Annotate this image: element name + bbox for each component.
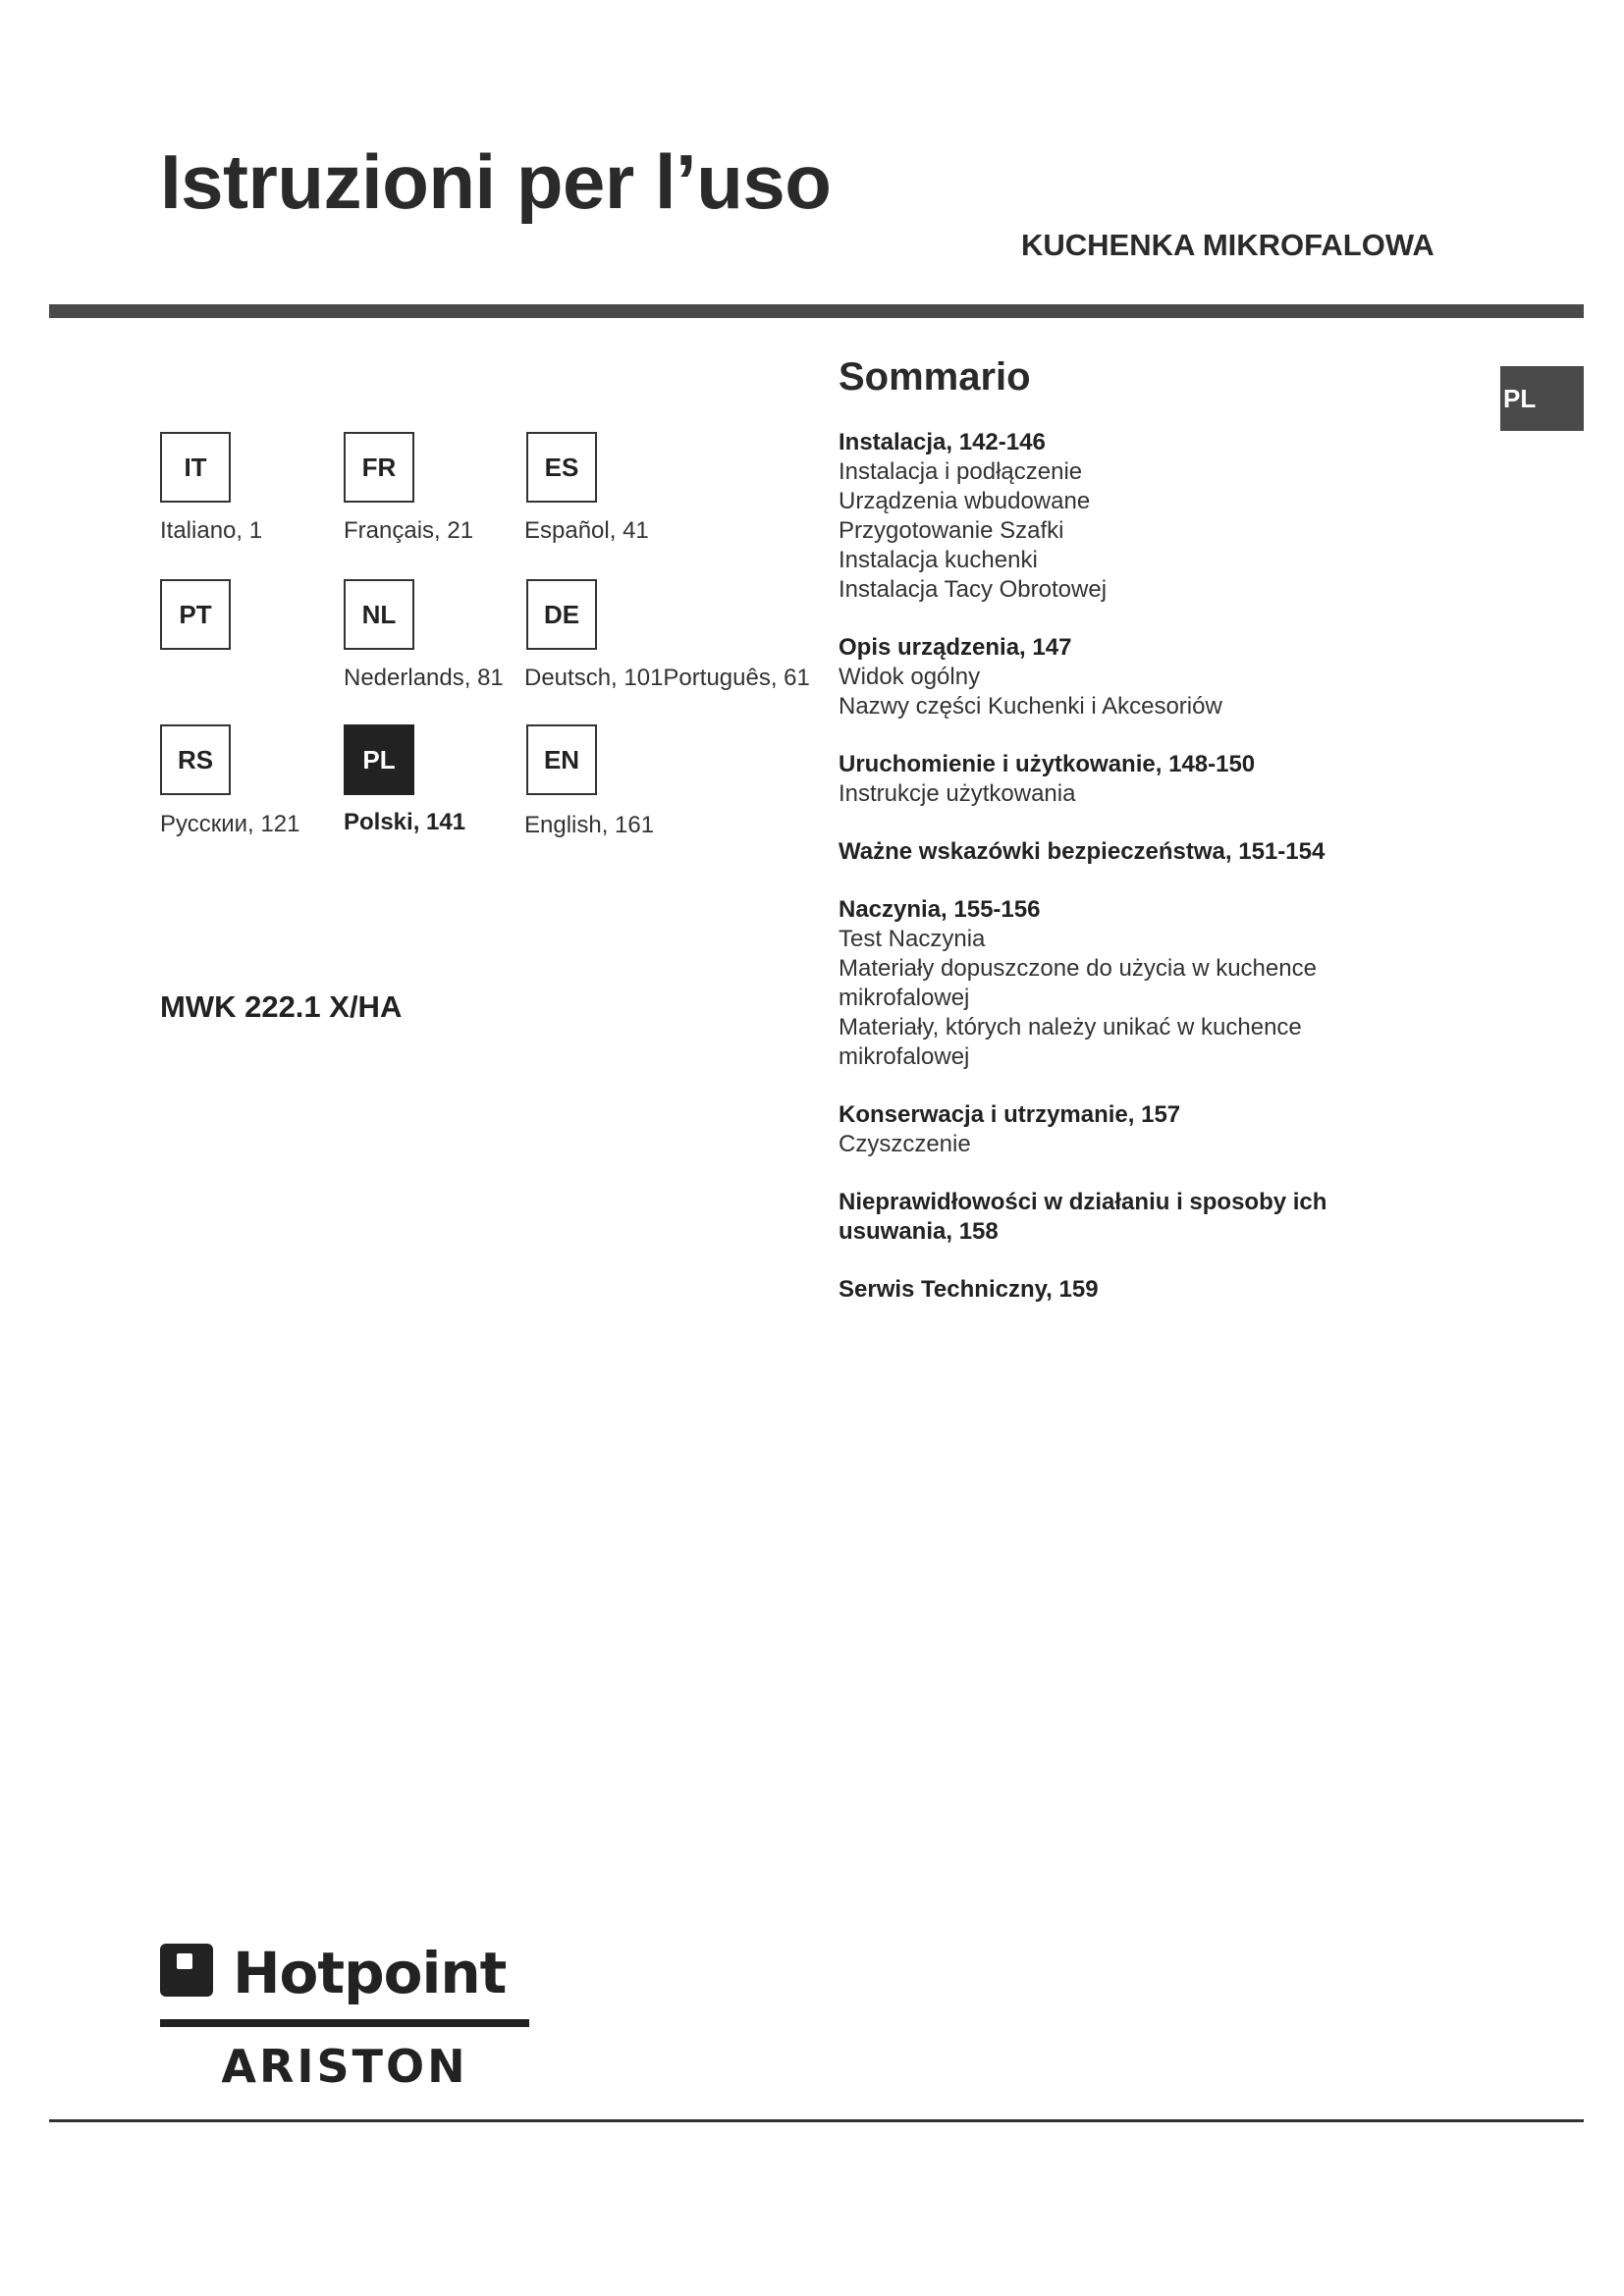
toc-section-installation <box>839 428 1388 605</box>
lang-box-nl[interactable]: NL <box>344 579 414 650</box>
lang-label-nl[interactable]: Nederlands, 81 <box>344 665 504 691</box>
toc-section-service <box>839 1275 1388 1305</box>
toc-item[interactable]: Instalacja kuchenki <box>839 547 1038 573</box>
lang-label-fr[interactable]: Français, 21 <box>344 517 474 544</box>
lang-box-pt[interactable]: PT <box>160 579 231 650</box>
toc-section-maintenance <box>839 1100 1388 1159</box>
toc-heading[interactable]: Nieprawidłowości w działaniu i sposoby ich usuwania, 158 <box>839 1189 1327 1245</box>
toc-item[interactable]: Instrukcje użytkowania <box>839 780 1076 807</box>
toc-item[interactable]: Materiały dopuszczone do użycia w kuchence mikrofalowej <box>839 955 1317 1011</box>
toc-section-troubleshooting <box>839 1188 1388 1247</box>
contents-title: Sommario <box>839 355 1031 399</box>
lang-label-es[interactable]: Español, 41 <box>524 517 649 544</box>
toc-heading[interactable]: Naczynia, 155-156 <box>839 896 1041 923</box>
language-tab: PL <box>1500 366 1584 431</box>
page-title: Istruzioni per l’uso <box>160 138 832 225</box>
hotpoint-ariston-logo <box>160 1939 529 2096</box>
lang-label-pl[interactable]: Polski, 141 <box>344 809 466 835</box>
toc-heading[interactable]: Ważne wskazówki bezpieczeństwa, 151-154 <box>839 838 1326 865</box>
header-divider <box>49 304 1584 318</box>
logo-square-icon <box>160 1944 213 1997</box>
brand-sub: ARISTON <box>221 2040 468 2093</box>
product-type: KUCHENKA MIKROFALOWA <box>1021 228 1435 262</box>
lang-label-it[interactable]: Italiano, 1 <box>160 517 263 544</box>
toc-item[interactable]: Test Naczynia <box>839 926 986 952</box>
table-of-contents <box>839 428 1388 1333</box>
lang-box-en[interactable]: EN <box>526 724 597 795</box>
toc-item[interactable]: Przygotowanie Szafki <box>839 517 1064 544</box>
toc-heading[interactable]: Opis urządzenia, 147 <box>839 634 1072 661</box>
toc-item[interactable]: Instalacja i podłączenie <box>839 458 1083 485</box>
lang-label-en[interactable]: English, 161 <box>524 812 655 838</box>
toc-heading[interactable]: Serwis Techniczny, 159 <box>839 1276 1099 1303</box>
footer-divider <box>49 2119 1584 2122</box>
toc-item[interactable]: Czyszczenie <box>839 1131 971 1157</box>
lang-box-fr[interactable]: FR <box>344 432 414 503</box>
lang-box-pl[interactable]: PL <box>344 724 414 795</box>
toc-item[interactable]: Widok ogólny <box>839 664 981 690</box>
toc-heading[interactable]: Uruchomienie i użytkowanie, 148-150 <box>839 751 1256 777</box>
toc-item[interactable]: Urządzenia wbudowane <box>839 488 1091 514</box>
toc-section-safety <box>839 837 1388 867</box>
brand-name: Hotpoint <box>233 1940 507 2006</box>
lang-label-de[interactable]: Deutsch, 101Português, 61 <box>524 665 810 691</box>
toc-section-description <box>839 633 1388 721</box>
toc-heading[interactable]: Instalacja, 142-146 <box>839 429 1046 455</box>
toc-item[interactable]: Nazwy części Kuchenki i Akcesoriów <box>839 693 1222 720</box>
lang-box-de[interactable]: DE <box>526 579 597 650</box>
model-number: MWK 222.1 X/HA <box>160 989 403 1024</box>
lang-label-rs[interactable]: Русскии, 121 <box>160 811 300 837</box>
lang-box-rs[interactable]: RS <box>160 724 231 795</box>
toc-heading[interactable]: Konserwacja i utrzymanie, 157 <box>839 1101 1181 1128</box>
toc-section-cookware <box>839 895 1388 1072</box>
lang-box-es[interactable]: ES <box>526 432 597 503</box>
toc-item[interactable]: Materiały, których należy unikać w kuchence mikrofalowej <box>839 1014 1302 1070</box>
toc-item[interactable]: Instalacja Tacy Obrotowej <box>839 576 1108 603</box>
logo-divider <box>160 2019 529 2027</box>
toc-section-operation <box>839 750 1388 809</box>
lang-box-it[interactable]: IT <box>160 432 231 503</box>
